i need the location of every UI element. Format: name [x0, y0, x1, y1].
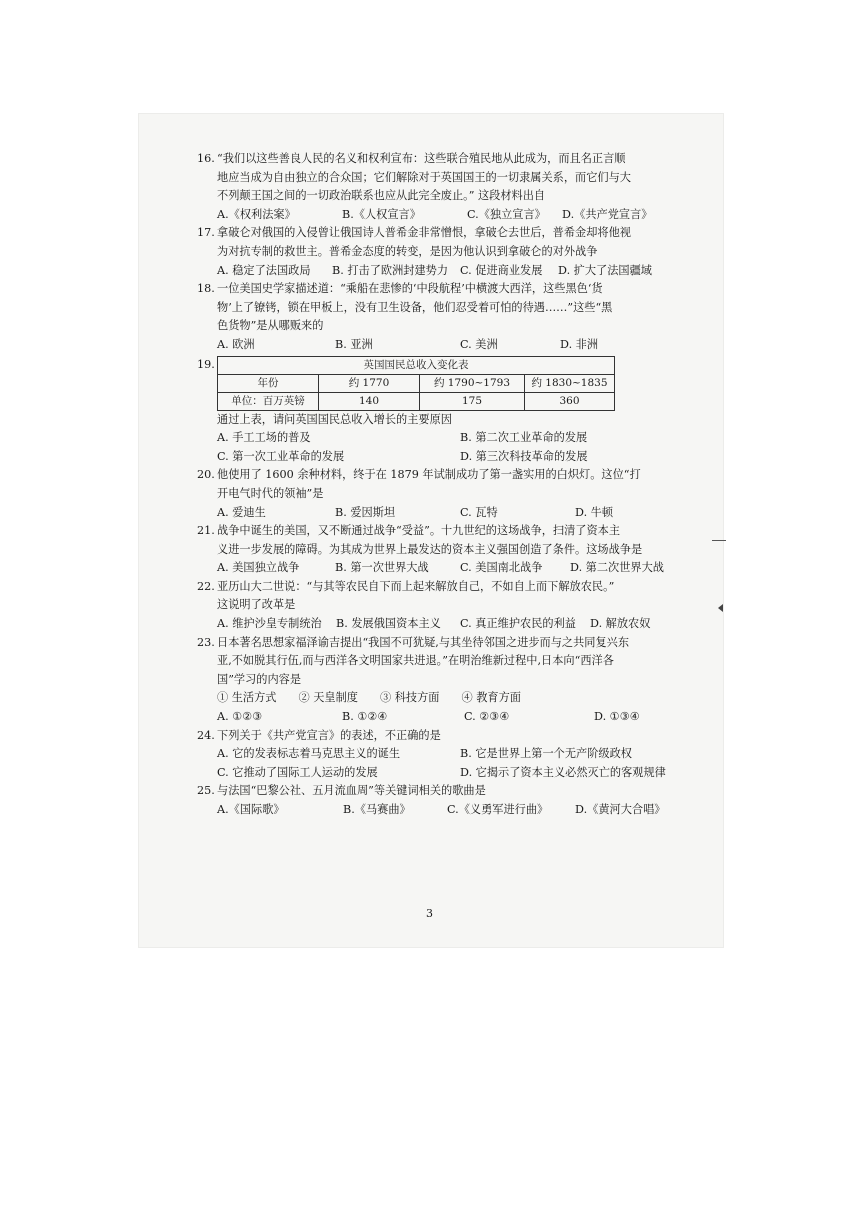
- option-d: D. 第二次世界大战: [570, 561, 664, 575]
- page-number: 3: [426, 907, 433, 920]
- option-a: A. 维护沙皇专制统治: [217, 617, 322, 631]
- option-b: B. 第一次世界大战: [335, 561, 429, 575]
- question-21: [197, 522, 675, 559]
- question-line: 通过上表，请问英国国民总收入增长的主要原因: [217, 412, 452, 426]
- option-d: D. ①③④: [594, 710, 640, 724]
- option-d: D. 第三次科技革命的发展: [460, 449, 588, 463]
- options-18: [197, 336, 675, 355]
- question-number: 24.: [197, 728, 215, 742]
- option-c: C. ②③④: [464, 710, 510, 724]
- table-row: [218, 392, 615, 410]
- scan-edge-mark: [712, 540, 726, 541]
- option-c: C. 真正维护农民的利益: [460, 617, 576, 631]
- option-a: A. 美国独立战争: [217, 561, 300, 575]
- option-a: A. 手工工场的普及: [217, 431, 311, 445]
- statement-items-23: [197, 689, 675, 708]
- options-17: [197, 262, 675, 281]
- option-c: C. 瓦特: [460, 505, 498, 519]
- question-line: 开电气时代的领袖”是: [217, 486, 324, 500]
- options-16: [197, 206, 675, 225]
- question-line: 他使用了 1600 余种材料，终于在 1879 年试制成功了第一盏实用的白炽灯。这位“打: [217, 468, 641, 482]
- question-number: 19.: [197, 357, 215, 371]
- option-b: B. 打击了欧洲封建势力: [332, 263, 449, 277]
- question-number: 17.: [197, 226, 215, 240]
- options-25: [197, 801, 675, 820]
- option-b: B. 它是世界上第一个无产阶级政权: [460, 747, 632, 761]
- option-b: B. 亚洲: [335, 337, 373, 351]
- option-a: A.《权利法案》: [217, 207, 296, 221]
- question-number: 25.: [197, 784, 215, 798]
- question-list: [197, 150, 675, 820]
- question-line: 色货物”是从哪贩来的: [217, 319, 324, 333]
- option-d: D.《黄河大合唱》: [575, 803, 666, 816]
- option-b: B.《马赛曲》: [343, 803, 411, 816]
- question-20: [197, 466, 675, 503]
- option-c: C.《义勇军进行曲》: [447, 803, 549, 816]
- options-21: [197, 559, 675, 578]
- option-b: B.《人权宣言》: [342, 207, 421, 221]
- question-line: 为对抗专制的救世主。普希金态度的转变，是因为他认识到拿破仑的对外战争: [217, 244, 598, 258]
- question-line: 不列颠王国之间的一切政治联系也应从此完全废止。” 这段材料出自: [217, 189, 546, 203]
- question-18: [197, 280, 675, 336]
- question-line: 拿破仑对俄国的入侵曾让俄国诗人普希金非常憎恨，拿破仑去世后，普希金却将他视: [217, 226, 631, 240]
- statement-item: ② 天皇制度: [298, 691, 358, 705]
- option-a: A. ①②③: [217, 710, 263, 724]
- question-line: 下列关于《共产党宣言》的表述，不正确的是: [217, 728, 441, 742]
- options-19: [197, 429, 675, 466]
- question-line: 国”学习的内容是: [217, 672, 302, 686]
- question-number: 20.: [197, 468, 215, 482]
- option-d: D. 解放农奴: [590, 617, 651, 631]
- question-line: 物’上了镣铐，锁在甲板上，没有卫生设备，他们忍受着可怕的待遇……”这些“黑: [217, 300, 613, 314]
- question-line: 日本著名思想家福泽谕吉提出“我国不可犹疑,与其坐待邻国之进步而与之共同复兴东: [217, 635, 630, 649]
- table-cell: 约 1770: [319, 374, 420, 392]
- question-line: 亚,不如脱其行伍,而与西洋各文明国家共进退。”在明治维新过程中,日本向“西洋各: [217, 654, 614, 668]
- table-title: 英国国民总收入变化表: [218, 356, 615, 374]
- options-23: [197, 708, 675, 727]
- question-number: 18.: [197, 282, 215, 296]
- option-a: A. 欧洲: [217, 337, 255, 351]
- question-line: 与法国“巴黎公社、五月流血周”等关键词相关的歌曲是: [217, 784, 486, 798]
- table-cell: 单位：百万英镑: [218, 392, 319, 410]
- question-number: 23.: [197, 635, 215, 649]
- option-c: C.《独立宣言》: [467, 207, 546, 221]
- question-24: [197, 727, 675, 746]
- question-25: [197, 782, 675, 801]
- option-c: C. 美洲: [460, 337, 498, 351]
- question-line: 战争中诞生的美国，又不断通过战争“受益”。十九世纪的这场战争，扫清了资本主: [217, 524, 621, 538]
- table-cell: 约 1830~1835: [525, 374, 615, 392]
- question-line: 亚历山大二世说：“与其等农民自下而上起来解放自己，不如自上而下解放农民。”: [217, 579, 615, 593]
- option-b: B. ①②④: [342, 710, 388, 724]
- table-cell: 约 1790~1793: [420, 374, 525, 392]
- question-number: 21.: [197, 524, 215, 538]
- question-22: [197, 578, 675, 615]
- table-cell: 年份: [218, 374, 319, 392]
- option-c: C. 第一次工业革命的发展: [217, 449, 345, 463]
- option-a: A. 稳定了法国政局: [217, 263, 311, 277]
- table-cell: 360: [525, 392, 615, 410]
- statement-item: ③ 科技方面: [380, 691, 440, 705]
- options-22: [197, 615, 675, 634]
- table-cell: 175: [420, 392, 525, 410]
- option-a: A. 爱迪生: [217, 505, 266, 519]
- question-number: 16.: [197, 152, 215, 165]
- option-d: D. 它揭示了资本主义必然灭亡的客观规律: [460, 765, 666, 779]
- table-cell: 140: [319, 392, 420, 410]
- option-c: C. 美国南北战争: [460, 561, 543, 575]
- question-line: 这说明了改革是: [217, 598, 296, 612]
- question-line: 一位美国史学家描述道：“乘船在悲惨的‘中段航程’中横渡大西洋，这些黑色‘货: [217, 282, 603, 296]
- option-d: D. 牛顿: [575, 505, 614, 519]
- income-table: [217, 356, 615, 411]
- option-c: C. 促进商业发展: [460, 263, 543, 277]
- option-d: D. 非洲: [560, 337, 599, 351]
- option-b: B. 发展俄国资本主义: [336, 617, 441, 631]
- option-d: D. 扩大了法国疆域: [558, 263, 652, 277]
- option-b: B. 第二次工业革命的发展: [460, 431, 588, 445]
- option-d: D.《共产党宣言》: [562, 207, 653, 221]
- table-row: [218, 374, 615, 392]
- option-c: C. 它推动了国际工人运动的发展: [217, 765, 378, 779]
- statement-item: ① 生活方式: [217, 691, 277, 705]
- option-b: B. 爱因斯坦: [335, 505, 396, 519]
- question-23: [197, 634, 675, 690]
- question-17: [197, 224, 675, 261]
- option-a: A. 它的发表标志着马克思主义的诞生: [217, 747, 401, 761]
- scan-edge-arrow: [718, 604, 723, 612]
- question-line: “我们以这些善良人民的名义和权利宣布：这些联合殖民地从此成为，而且名正言顺: [217, 152, 626, 165]
- option-a: A.《国际歌》: [217, 803, 285, 816]
- question-19: [197, 356, 675, 411]
- question-16: [197, 150, 675, 206]
- question-line: 地应当成为自由独立的合众国；它们解除对于英国国王的一切隶属关系，而它们与大: [217, 170, 631, 184]
- statement-item: ④ 教育方面: [461, 691, 521, 705]
- question-line: 义进一步发展的障碍。为其成为世界上最发达的资本主义强国创造了条件。这场战争是: [217, 542, 643, 556]
- question-number: 22.: [197, 579, 215, 593]
- options-24: [197, 745, 675, 782]
- options-20: [197, 504, 675, 523]
